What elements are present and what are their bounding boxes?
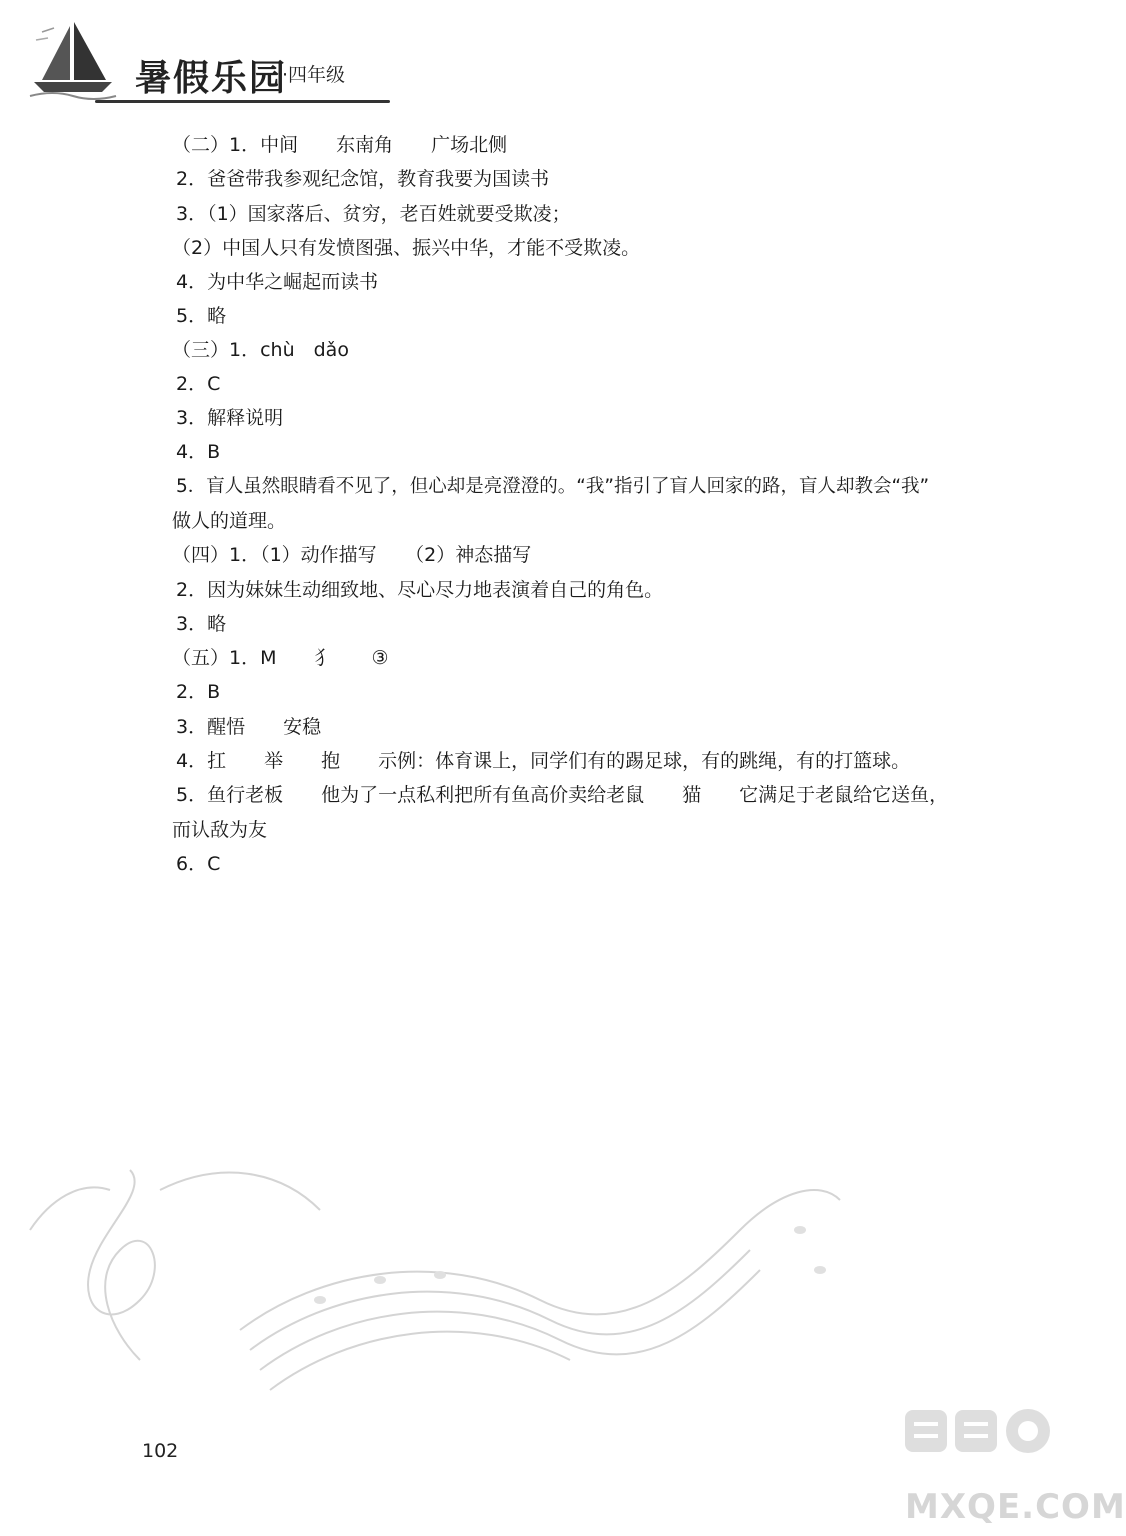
page-number: 102 — [142, 1440, 179, 1462]
answer-line: 5．盲人虽然眼睛看不见了，但心却是亮澄澄的。“我”指引了盲人回家的路，盲人却教会“我” — [176, 476, 930, 497]
sailboat-icon — [28, 18, 118, 98]
answer-line: 6．C — [176, 853, 221, 875]
answer-line: （五）1．M 犭 ③ — [172, 647, 389, 669]
answer-line: 5．略 — [176, 305, 227, 327]
answer-line: （三）1．chù dǎo — [172, 339, 349, 361]
answer-line: 3．略 — [176, 613, 227, 635]
answer-line: 做人的道理。 — [172, 510, 287, 532]
book-title: 暑假乐园 — [135, 58, 288, 99]
answer-line: 4．扛 举 抱 示例：体育课上，同学们有的踢足球，有的跳绳，有的打篮球。 — [176, 750, 911, 772]
header-divider — [95, 100, 390, 103]
answer-line: 而认敌为友 — [172, 819, 268, 841]
page-header — [0, 0, 1073, 115]
watermark-logo-icon — [900, 1400, 1060, 1490]
answer-line: （四）1．（1）动作描写 （2）神态描写 — [172, 544, 532, 566]
answer-line: 2．因为妹妹生动细致地、尽心尽力地表演着自己的角色。 — [176, 579, 664, 601]
answer-line: 3．醒悟 安稳 — [176, 716, 322, 738]
answer-line: 3．解释说明 — [176, 407, 284, 429]
answer-line: （二）1．中间 东南角 广场北侧 — [172, 134, 508, 156]
answer-line: 5．鱼行老板 他为了一点私利把所有鱼高价卖给老鼠 猫 它满足于老鼠给它送鱼， — [176, 784, 949, 806]
answer-line: 2．B — [176, 681, 221, 703]
grade-label: ·四年级 — [282, 64, 346, 86]
answer-line: 3．（1）国家落后、贫穷，老百姓就要受欺凌； — [176, 203, 571, 225]
answer-line: 4．为中华之崛起而读书 — [176, 271, 379, 293]
answer-line: 4．B — [176, 441, 221, 463]
answer-line: （2）中国人只有发愤图强、振兴中华，才能不受欺凌。 — [172, 237, 641, 259]
answer-line: 2．爸爸带我参观纪念馆，教育我要为国读书 — [176, 168, 550, 190]
music-notes-decoration — [20, 1150, 860, 1490]
watermark-text: MXQE.COM — [905, 1487, 1126, 1527]
answer-line: 2．C — [176, 373, 221, 395]
